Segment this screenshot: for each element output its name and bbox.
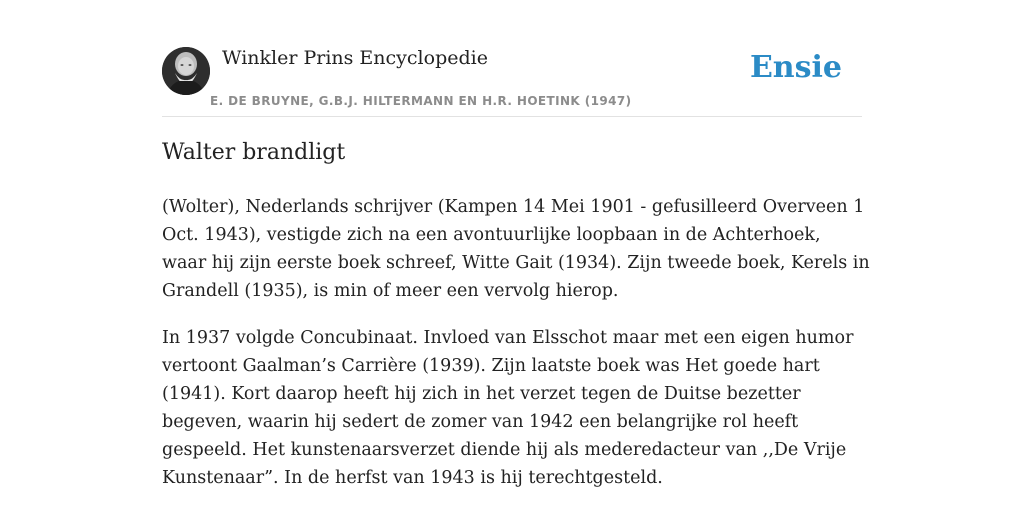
site-header: [162, 40, 862, 117]
article-title: Walter brandligt: [162, 140, 346, 165]
brand-logo[interactable]: Ensie: [749, 50, 842, 85]
author-avatar[interactable]: [162, 47, 210, 95]
portrait-image: [162, 47, 210, 95]
authors-byline: E. DE BRUYNE, G.B.J. HILTERMANN EN H.R. HOETINK (1947): [210, 94, 632, 108]
article-paragraph: (Wolter), Nederlands schrijver (Kampen 14 Mei 1901 - gefusilleerd Overveen 1 Oct. 1943), vestigde zich na een avontuurlijke loopbaan in de Achterhoek, waar hij zijn eerste boek schreef, Witte Gait (1934). Zijn tweede boek, Kerels in Grandell (1935), is min of meer een vervolg hierop.: [162, 197, 870, 301]
article-paragraph: In 1937 volgde Concubinaat. Invloed van Elsschot maar met een eigen humor vertoont Gaalman’s Carrière (1939). Zijn laatste boek was Het goede hart (1941). Kort daarop heeft hij zich in het verzet tegen de Duitse bezetter begeven, waarin hij sedert de zomer van 1942 een belangrijke rol heeft gespeeld. Het kunstenaarsverzet diende hij als mederedacteur van ,,De Vrije Kunstenaar”. In de herfst van 1943 is hij terechtgesteld.: [162, 328, 854, 488]
article-body: [162, 193, 870, 511]
site-title[interactable]: Winkler Prins Encyclopedie: [222, 47, 488, 69]
